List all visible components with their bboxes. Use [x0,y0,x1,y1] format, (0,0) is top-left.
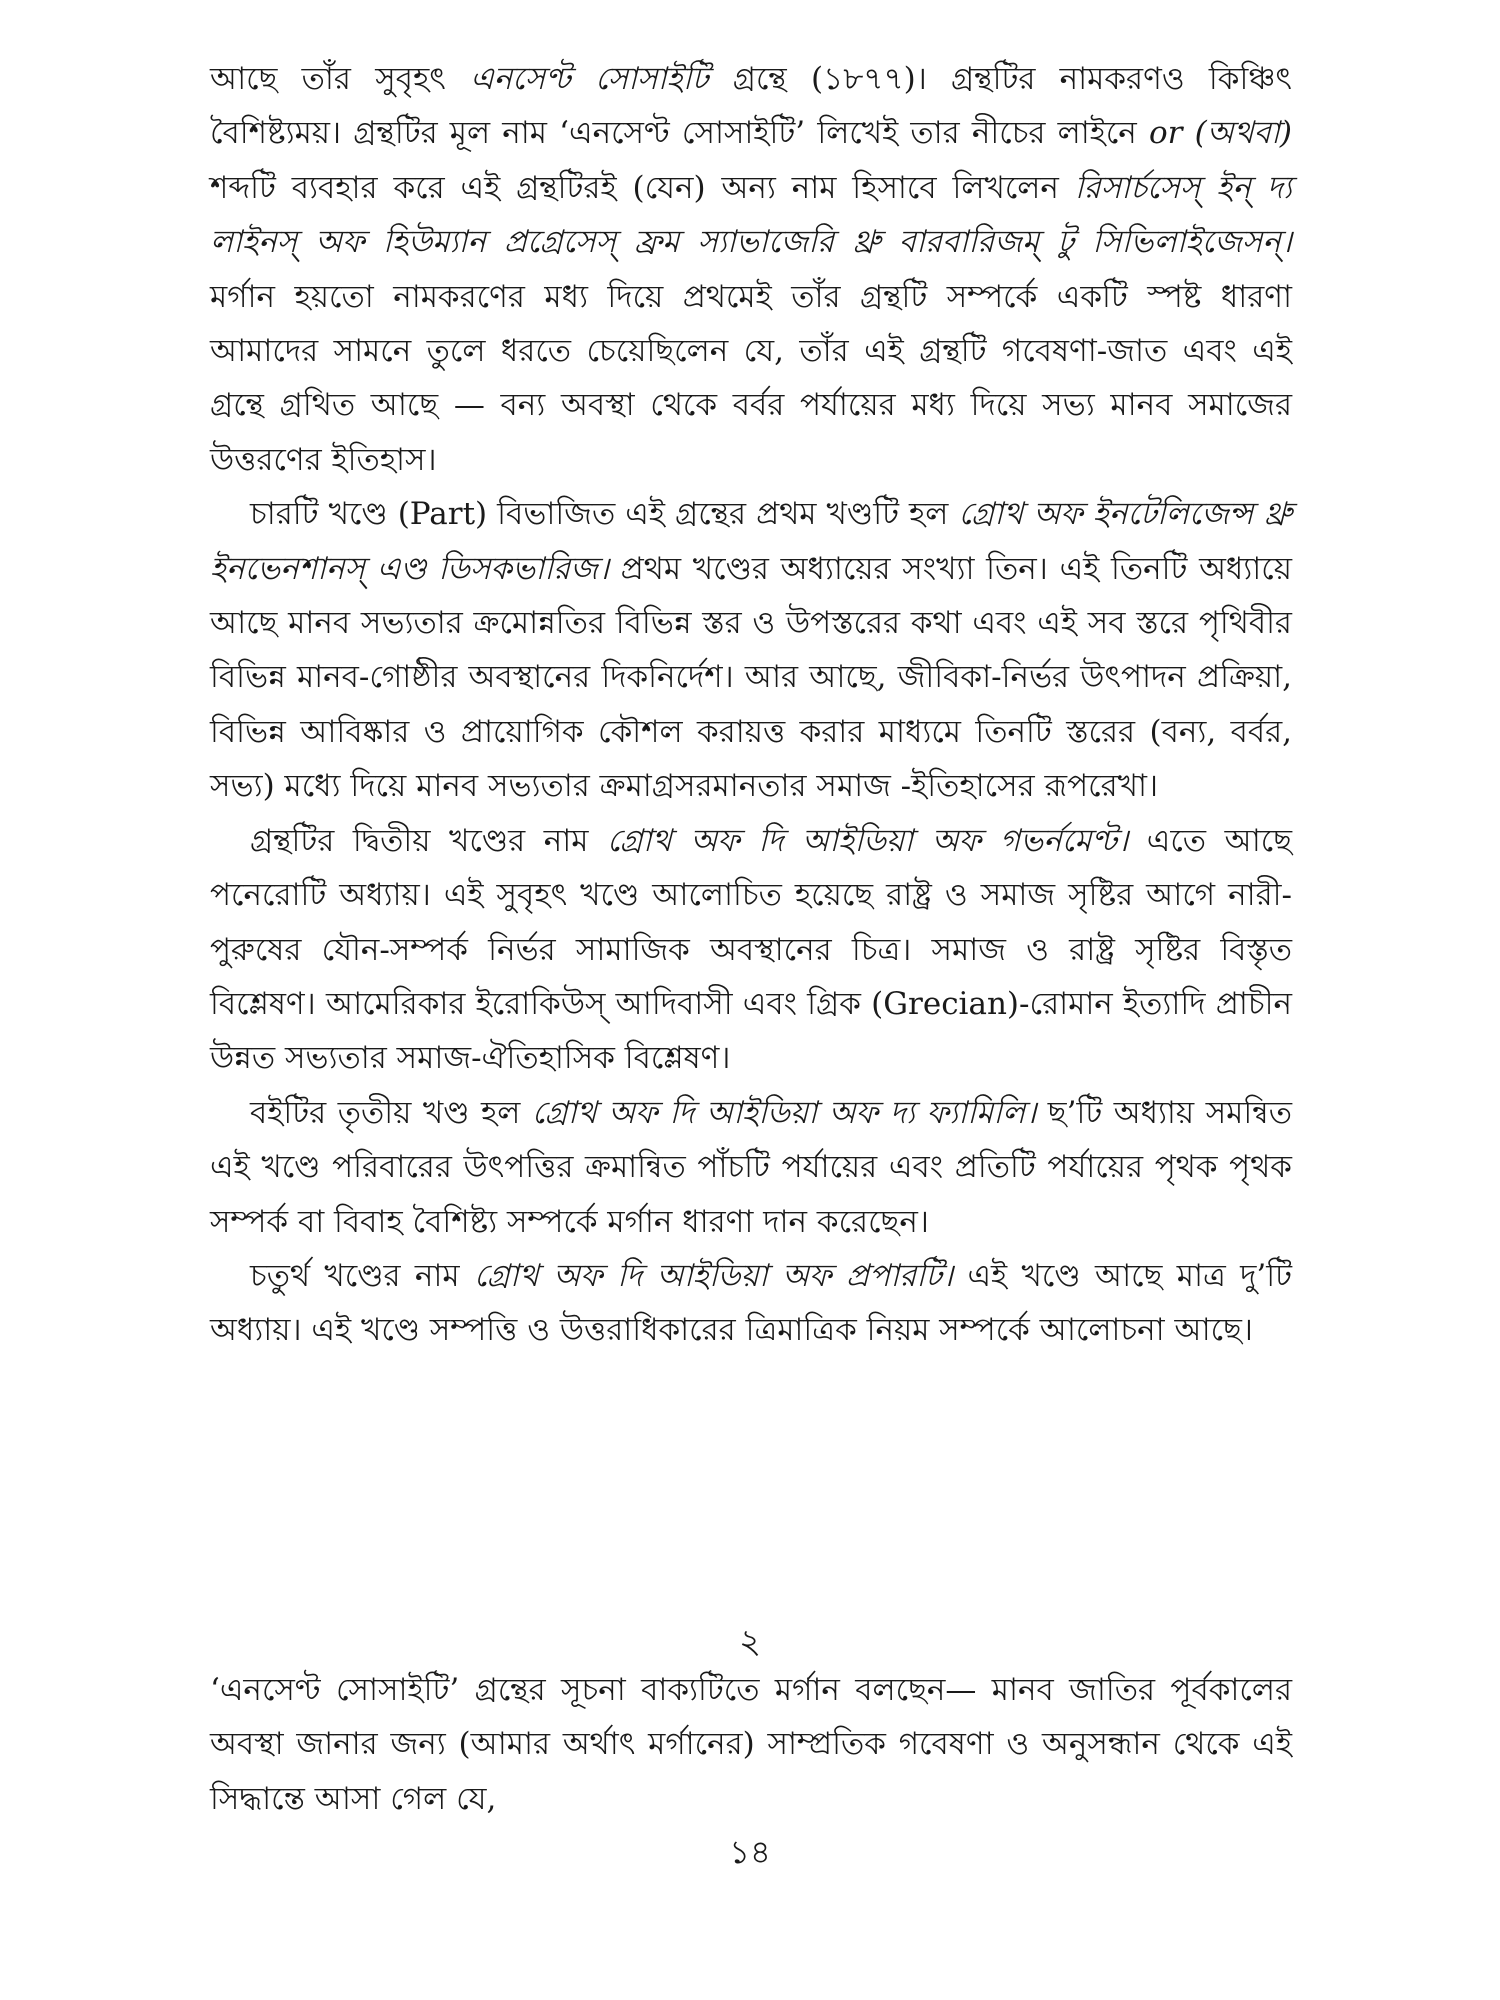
page-number: ১৪ [729,1833,771,1871]
italic-part-title: গ্রোথ অফ দি আইডিয়া অফ প্রপারটি। [474,1257,954,1294]
paragraph-ancient-society-title [210,52,1292,487]
paragraph-part-three [210,1086,1292,1249]
text-run: এতে আছে পনেরোটি অধ্যায়। এই সুবৃহৎ খণ্ডে আলোচিত হয়েছে রাষ্ট্র ও সমাজ সৃষ্টির আগে নারী-পুরুষের যৌন-সম্পর্ক নির্ভর সামাজিক অবস্থানের চিত্র। সমাজ ও রাষ্ট্র সৃষ্টির বিস্তৃত বিশ্লেষণ। আমেরিকার ইরোকিউস্ আদিবাসী এবং গ্রিক (Grecian)-রোমান ইত্যাদি প্রাচীন উন্নত সভ্যতার সমাজ-ঐতিহাসিক বিশ্লেষণ। [210,822,1292,1077]
italic-subtitle: রিসার্চসেস্ ইন্ দ্য লাইনস্ অফ হিউম্যান প্রগ্রেসেস্ ফ্রম স্যাভাজেরি থ্রু বারবারিজম্ টু সিভিলাইজেসন্। [210,169,1292,261]
italic-book-title: এনসেণ্ট সোসাইটি [470,61,709,97]
section-two-text-block [210,1663,1292,1826]
text-run: মর্গান হয়তো নামকরণের মধ্য দিয়ে প্রথমেই তাঁর গ্রন্থটি সম্পর্কে একটি স্পষ্ট ধারণা আমাদের সামনে তুলে ধরতে চেয়েছিলেন যে, তাঁর এই গ্রন্থটি গবেষণা-জাত এবং এই গ্রন্থে গ্রথিত আছে — বন্য অবস্থা থেকে বর্বর পর্যায়ের মধ্য দিয়ে সভ্য মানব সমাজের উত্তরণের ইতিহাস। [210,278,1292,478]
text-run: ছ’টি অধ্যায় সমন্বিত এই খণ্ডে পরিবারের উৎপত্তির ক্রমান্বিত পাঁচটি পর্যায়ের এবং প্রতিটি পর্যায়ের পৃথক পৃথক সম্পর্ক বা বিবাহ বৈশিষ্ট্য সম্পর্কে মর্গান ধারণা দান করেছেন। [210,1094,1292,1240]
text-run: আছে তাঁর সুবৃহৎ [210,61,471,97]
paragraph-part-one [210,487,1292,813]
text-run: চারটি খণ্ডে (Part) বিভাজিত এই গ্রন্থের প্রথম খণ্ডটি হল [250,496,959,533]
italic-part-title: গ্রোথ অফ দি আইডিয়া অফ দ্য ফ্যামিলি। [531,1094,1037,1131]
text-run: এই খণ্ডে আছে মাত্র দু’টি অধ্যায়। এই খণ্ডে সম্পত্তি ও উত্তরাধিকারের ত্রিমাত্রিক নিয়ম সম্পর্কে আলোচনা আছে। [210,1257,1292,1349]
paragraph-part-two [210,814,1292,1086]
main-text-block [210,52,1292,1358]
text-run: শব্দটি ব্যবহার করে এই গ্রন্থটিরই (যেন) অন্য নাম হিসাবে লিখলেন [210,169,1075,206]
paragraph-section-two: ‘এনসেণ্ট সোসাইটি’ গ্রন্থের সূচনা বাক্যটিতে মর্গান বলছেন— মানব জাতির পূর্বকালের অবস্থা জানার জন্য (আমার অর্থাৎ মর্গানের) সাম্প্রতিক গবেষণা ও অনুসন্ধান থেকে এই সিদ্ধান্তে আসা গেল যে, [210,1672,1292,1817]
text-run: গ্রন্থটির দ্বিতীয় খণ্ডের নাম [250,822,607,859]
italic-part-title: গ্রোথ অফ দি আইডিয়া অফ গভর্নমেণ্ট। [606,822,1129,859]
italic-part-title: গ্রোথ অফ ইনটেলিজেন্স থ্রু ইনভেনশানস্ এণ্ড ডিসকভারিজ। [210,496,1292,587]
italic-term: or (অথবা) [1148,115,1292,152]
paragraph-part-four [210,1249,1292,1358]
text-run: প্রথম খণ্ডের অধ্যায়ের সংখ্যা তিন। এই তিনটি অধ্যায়ে আছে মানব সভ্যতার ক্রমোন্নতির বিভিন্ন স্তর ও উপস্তরের কথা এবং এই সব স্তরে পৃথিবীর বিভিন্ন মানব-গোষ্ঠীর অবস্থানের দিকনির্দেশ। আর আছে, জীবিকা-নির্ভর উৎপাদন প্রক্রিয়া, বিভিন্ন আবিষ্কার ও প্রায়োগিক কৌশল করায়ত্ত করার মাধ্যমে তিনটি স্তরের (বন্য, বর্বর, সভ্য) মধ্যে দিয়ে মানব সভ্যতার ক্রমাগ্রসরমানতার সমাজ -ইতিহাসের রূপরেখা। [210,550,1292,805]
text-run: চতুর্থ খণ্ডের নাম [250,1257,474,1294]
text-run: গ্রন্থে (১৮৭৭)। গ্রন্থটির নামকরণও কিঞ্চিৎ বৈশিষ্ট্যময়। গ্রন্থটির মূল নাম ‘এনসেণ্ট সোসাইটি’ লিখেই তার নীচের লাইনে [210,61,1292,152]
section-number: ২ [738,1622,762,1662]
text-run: বইটির তৃতীয় খণ্ড হল [250,1094,532,1131]
